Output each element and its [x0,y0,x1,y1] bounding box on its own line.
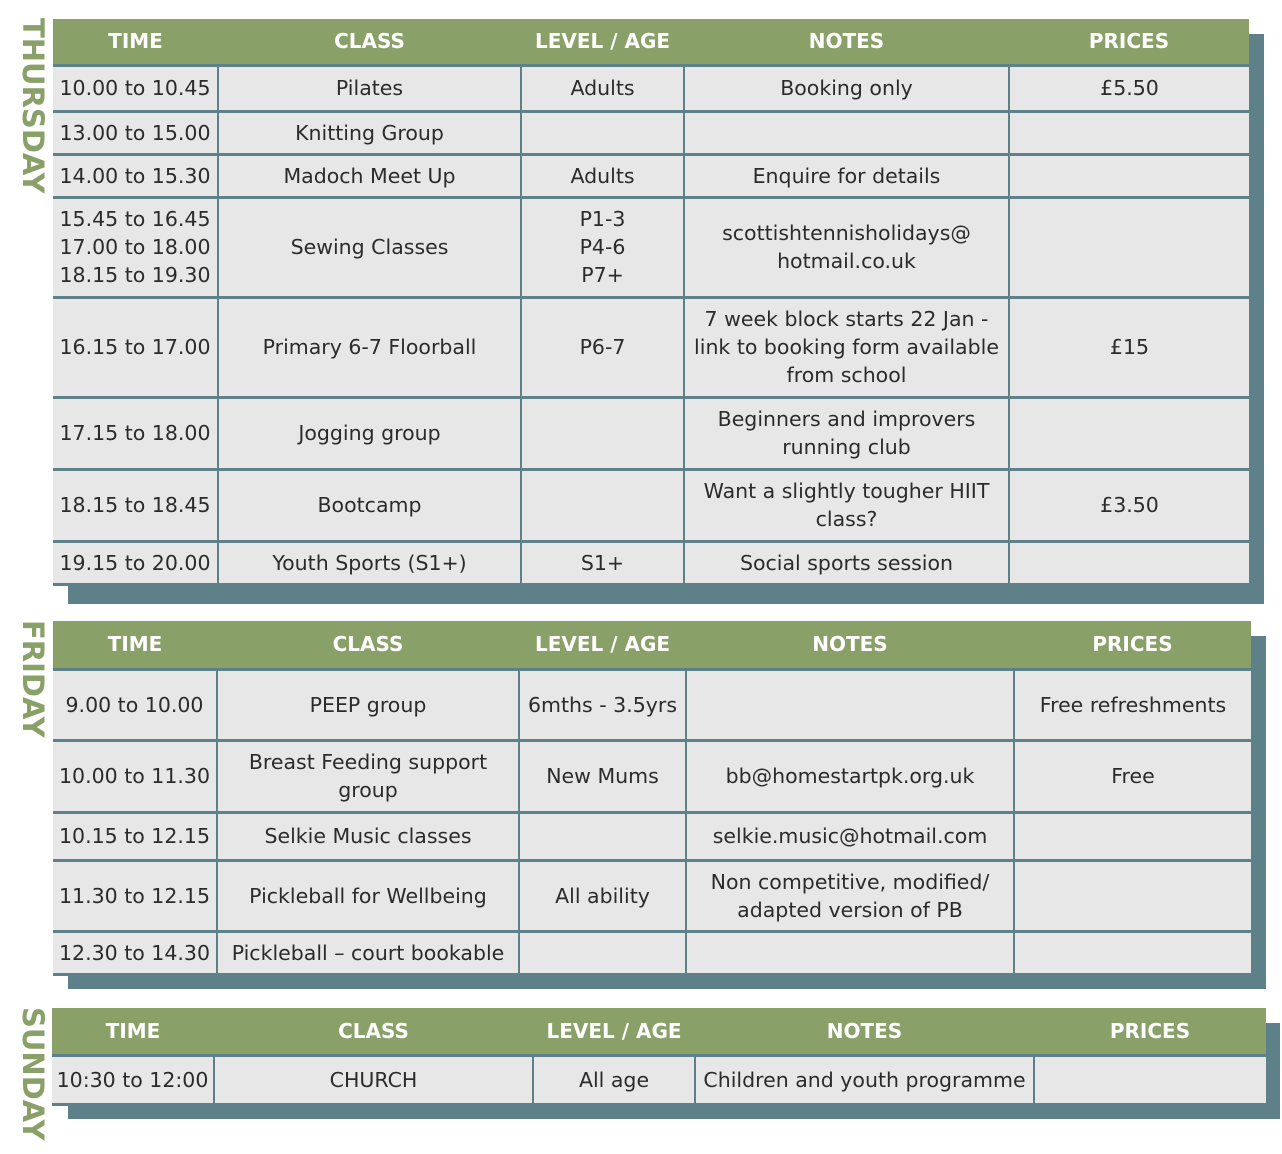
cell-notes [686,812,1014,860]
cell-level-age [519,669,686,740]
cell-text: selkie.music@hotmail.com [712,824,988,848]
cell-prices [1034,1055,1266,1104]
cell-text: 11.30 to 12.15 [59,883,210,908]
cell-time [53,65,218,111]
cell-level-age [521,111,684,154]
table-row [53,541,1249,584]
cell-class [218,197,521,297]
cell-text: 13.00 to 15.00 [59,120,211,145]
cell-text: All ability [555,883,650,908]
cell-notes [695,1055,1034,1104]
cell-prices [1009,65,1249,111]
cell-class [217,931,519,974]
cell-time [53,541,218,584]
cell-text: Breast Feeding support group [248,750,488,802]
cell-text: Primary 6-7 Floorball [262,335,477,359]
cell-text: All age [578,1067,650,1092]
header-prices: PRICES [1009,19,1249,65]
cell-text: P6-7 [579,335,626,359]
cell-time [53,669,217,740]
cell-text: S1+ [580,550,625,575]
cell-class [217,740,519,812]
header-notes: NOTES [695,1008,1034,1055]
table-row [53,469,1249,541]
cell-text: P1-3 P4-6 P7+ [579,207,626,287]
cell-text: Madoch Meet Up [283,163,456,188]
cell-level-age [519,860,686,931]
cell-class [218,469,521,541]
cell-text: Free [1111,764,1155,788]
cell-time [53,111,218,154]
table-row [53,669,1251,740]
cell-notes [686,740,1014,812]
cell-text: Jogging group [298,421,441,445]
cell-text: 15.45 to 16.45 17.00 to 18.00 18.15 to 19.30 [59,207,211,287]
cell-class [218,397,521,469]
cell-time [53,469,218,541]
cell-time [53,931,217,974]
cell-time [53,860,217,931]
cell-text: Free refreshments [1039,692,1227,717]
table-row [52,1055,1266,1104]
cell-class [217,812,519,860]
cell-time [53,740,217,812]
cell-text: £5.50 [1100,76,1159,100]
schedule-table-sunday [52,1008,1266,1106]
cell-notes [684,469,1009,541]
header-level-age: LEVEL / AGE [533,1008,695,1055]
header-row [52,1008,1266,1055]
cell-text: Pickleball for Wellbeing [249,883,487,908]
cell-prices [1009,469,1249,541]
cell-level-age [521,197,684,297]
cell-class [217,669,519,740]
header-class: CLASS [217,621,519,669]
table-row [53,812,1251,860]
cell-text: PEEP group [309,692,427,717]
cell-text: bb@homestartpk.org.uk [725,764,975,788]
header-time: TIME [53,19,218,65]
schedule-table-thursday [53,19,1249,586]
cell-text: Children and youth programme [703,1067,1026,1092]
cell-level-age [519,740,686,812]
header-row [53,621,1251,669]
cell-level-age [519,812,686,860]
header-class: CLASS [218,19,521,65]
cell-text: 9.00 to 10.00 [65,692,204,717]
cell-text: 18.15 to 18.45 [59,493,211,517]
cell-text: Bootcamp [317,493,422,517]
cell-prices [1014,812,1251,860]
cell-prices [1014,860,1251,931]
cell-class [217,860,519,931]
cell-level-age [533,1055,695,1104]
cell-text: Want a slightly tougher HIIT class? [703,479,990,531]
cell-text: Beginners and improvers running club [717,407,976,459]
table-row [53,65,1249,111]
cell-time [52,1055,214,1104]
cell-notes [686,669,1014,740]
cell-notes [684,154,1009,197]
header-notes: NOTES [686,621,1014,669]
table-row [53,197,1249,297]
cell-text: 7 week block starts 22 Jan - link to booking form available from school [694,307,999,387]
table-row [53,111,1249,154]
cell-text: 19.15 to 20.00 [59,550,211,575]
cell-level-age [521,397,684,469]
table-row [53,860,1251,931]
cell-text: Adults [570,163,635,188]
cell-notes [684,297,1009,397]
header-row [53,19,1249,65]
cell-text: 12.30 to 14.30 [59,940,210,965]
cell-text: Knitting Group [295,120,444,145]
cell-text: Enquire for details [752,163,941,188]
cell-text: Sewing Classes [290,235,449,259]
cell-class [218,65,521,111]
cell-text: scottishtennisholidays@ hotmail.co.uk [722,221,971,273]
cell-level-age [521,154,684,197]
header-class: CLASS [214,1008,533,1055]
cell-text: New Mums [546,764,659,788]
cell-level-age [521,469,684,541]
cell-level-age [521,65,684,111]
cell-notes [684,65,1009,111]
cell-prices [1014,669,1251,740]
cell-prices [1009,541,1249,584]
cell-notes [684,397,1009,469]
cell-text: 10.15 to 12.15 [59,824,210,848]
cell-class [214,1055,533,1104]
day-label-sunday: SUNDAY [16,1007,50,1141]
cell-class [218,111,521,154]
cell-notes [684,541,1009,584]
table-row [53,297,1249,397]
cell-text: £3.50 [1100,493,1159,517]
cell-text: 14.00 to 15.30 [59,163,211,188]
cell-prices [1014,931,1251,974]
cell-text: Youth Sports (S1+) [272,550,467,575]
cell-prices [1009,397,1249,469]
header-notes: NOTES [684,19,1009,65]
cell-prices [1009,111,1249,154]
day-label-thursday: THURSDAY [16,18,50,194]
cell-text: Selkie Music classes [264,824,472,848]
cell-notes [684,111,1009,154]
cell-text: Adults [570,76,635,100]
header-level-age: LEVEL / AGE [521,19,684,65]
schedule-table-friday [53,621,1251,976]
cell-notes [686,931,1014,974]
cell-class [218,297,521,397]
cell-time [53,397,218,469]
table-row [53,740,1251,812]
table-row [53,397,1249,469]
cell-text: Booking only [780,76,913,100]
cell-text: 17.15 to 18.00 [59,421,211,445]
cell-text: 16.15 to 17.00 [59,335,211,359]
cell-level-age [521,541,684,584]
cell-text: Social sports session [739,550,954,575]
cell-level-age [519,931,686,974]
cell-text: 10.00 to 10.45 [59,76,211,100]
cell-time [53,197,218,297]
cell-class [218,154,521,197]
header-level-age: LEVEL / AGE [519,621,686,669]
header-time: TIME [53,621,217,669]
header-time: TIME [52,1008,214,1055]
cell-text: 10.00 to 11.30 [59,764,210,788]
cell-text: Pickleball – court bookable [231,940,505,965]
cell-time [53,297,218,397]
cell-class [218,541,521,584]
cell-prices [1014,740,1251,812]
cell-text: 10:30 to 12:00 [56,1067,209,1092]
cell-time [53,154,218,197]
cell-level-age [521,297,684,397]
header-prices: PRICES [1034,1008,1266,1055]
cell-prices [1009,154,1249,197]
cell-text: 6mths - 3.5yrs [528,692,677,717]
cell-text: Pilates [335,76,404,100]
cell-notes [684,197,1009,297]
day-label-friday: FRIDAY [16,620,50,738]
cell-text: CHURCH [329,1067,418,1092]
header-prices: PRICES [1014,621,1251,669]
cell-prices [1009,297,1249,397]
cell-notes [686,860,1014,931]
table-row [53,931,1251,974]
table-row [53,154,1249,197]
cell-text: Non competitive, modified/ adapted version of PB [710,869,990,922]
cell-time [53,812,217,860]
cell-text: £15 [1109,335,1150,359]
cell-prices [1009,197,1249,297]
